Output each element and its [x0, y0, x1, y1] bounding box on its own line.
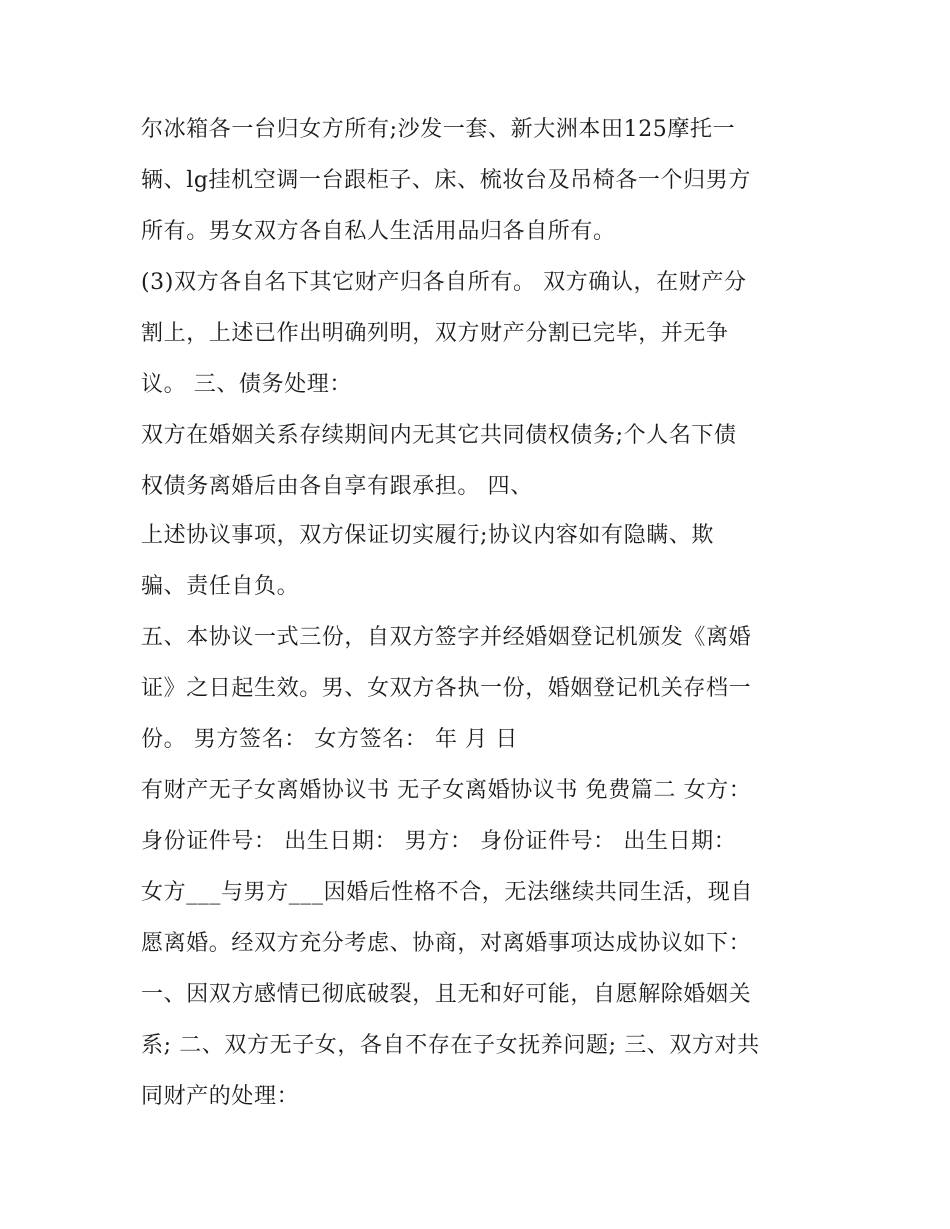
text-line: 一、因双方感情已彻底破裂，且无和好可能，自愿解除婚姻关 [141, 982, 752, 1007]
text-line: 辆、lg挂机空调一台跟柜子、床、梳妆台及吊椅各一个归男方 [141, 168, 751, 193]
text-line: 系; 二、双方无子女，各自不存在子女抚养问题; 三、双方对共 [141, 1033, 760, 1058]
text-line: 割上，上述已作出明确列明，双方财产分割已完毕，并无争 [141, 321, 729, 346]
text-line: 双方在婚姻关系存续期间内无其它共同债权债务;个人名下债 [141, 423, 737, 448]
text-line: 上述协议事项，双方保证切实履行;协议内容如有隐瞒、欺 [141, 523, 715, 548]
text-line: 五、本协议一式三份，自双方签字并经婚姻登记机颁发《离婚 [141, 625, 752, 650]
text-line: 女方___与男方___因婚后性格不合，无法继续共同生活，现自 [141, 880, 754, 905]
text-line: 权债务离婚后由各自享有跟承担。 四、 [141, 474, 533, 499]
text-line: 愿离婚。经双方充分考虑、协商，对离婚事项达成协议如下： [141, 931, 752, 956]
text-line: 议。 三、债务处理： [141, 372, 352, 397]
text-line: 尔冰箱各一台归女方所有;沙发一套、新大洲本田125摩托一 [141, 117, 736, 142]
text-line: 所有。男女双方各自私人生活用品归各自所有。 [141, 219, 616, 244]
text-line: (3)双方各自名下其它财产归各自所有。 双方确认，在财产分 [141, 270, 747, 295]
text-line: 证》之日起生效。男、女双方各执一份，婚姻登记机关存档一 [141, 676, 752, 701]
text-line: 骗、责任自负。 [141, 574, 300, 599]
text-line: 有财产无子女离婚协议书 无子女离婚协议书 免费篇二 女方： [141, 778, 752, 803]
text-line: 同财产的处理： [141, 1084, 300, 1109]
text-line: 身份证件号： 出生日期： 男方： 身份证件号： 出生日期： [141, 829, 737, 854]
text-line: 份。 男方签名： 女方签名： 年 月 日 [141, 727, 518, 752]
